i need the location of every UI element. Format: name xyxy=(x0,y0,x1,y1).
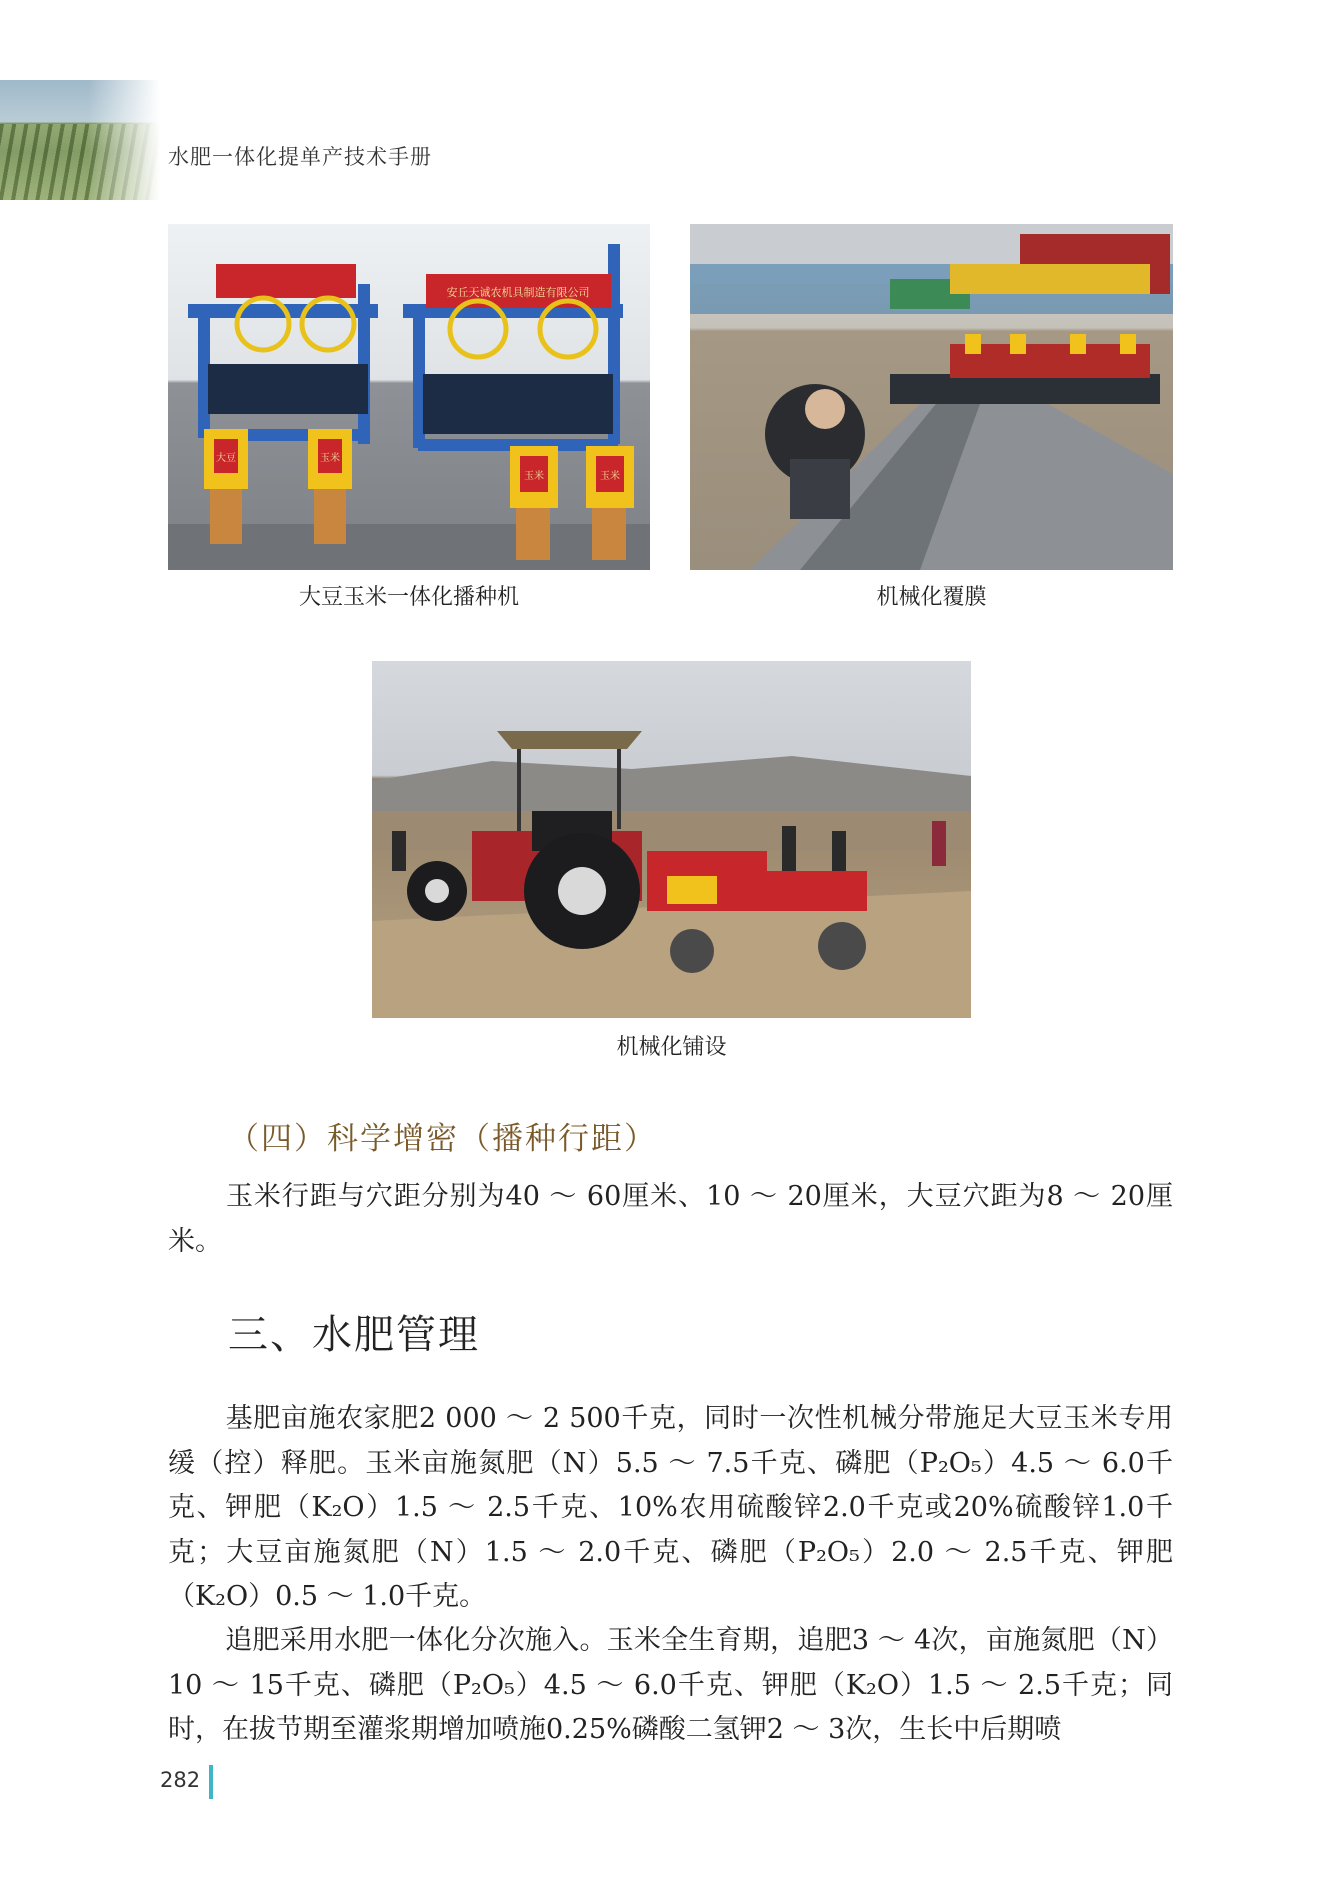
paragraph-text: 玉米行距与穴距分别为40 ～ 60厘米、10 ～ 20厘米，大豆穴距为8 ～ 20厘米。 xyxy=(168,1181,1173,1257)
figure-caption: 机械化铺设 xyxy=(616,1035,727,1060)
page-number: 282 xyxy=(160,1768,201,1792)
machine-sign-text: 安丘天诚农机具制造有限公司 xyxy=(446,286,590,299)
hopper-label: 玉米 xyxy=(600,471,620,482)
page-number-bar xyxy=(209,1765,213,1799)
figure-caption: 机械化覆膜 xyxy=(876,585,987,610)
body-paragraph xyxy=(168,1397,1173,1620)
body-paragraph xyxy=(168,1619,1173,1753)
hopper-label: 大豆 xyxy=(216,453,236,464)
seeder-photo xyxy=(168,224,650,570)
running-title: 水肥一体化提单产技术手册 xyxy=(168,145,432,169)
film-mulching-photo xyxy=(690,224,1173,570)
hopper-label: 玉米 xyxy=(320,453,340,464)
tractor-laying-photo xyxy=(372,661,971,1018)
body-paragraph xyxy=(168,1175,1173,1264)
paragraph-text: 追肥采用水肥一体化分次施入。玉米全生育期，追肥3 ～ 4次，亩施氮肥（N）10 ～ 15千克、磷肥（P₂O₅）4.5 ～ 6.0千克、钾肥（K₂O）1.5 ～ 2.5千克；同时，在拔节期至灌浆期增加喷施0.25%磷酸二氢钾2 ～ 3次，生长中后期喷 xyxy=(168,1625,1173,1745)
header-field-photo xyxy=(0,80,160,200)
hopper-label: 玉米 xyxy=(524,471,544,482)
paragraph-text: 基肥亩施农家肥2 000 ～ 2 500千克，同时一次性机械分带施足大豆玉米专用缓（控）释肥。玉米亩施氮肥（N）5.5 ～ 7.5千克、磷肥（P₂O₅）4.5 ～ 6.0千克、钾肥（K₂O）1.5 ～ 2.5千克、10%农用硫酸锌2.0千克或20%硫酸锌1.0千克；大豆亩施氮肥（N）1.5 ～ 2.0千克、磷肥（P₂O₅）2.0 ～ 2.5千克、钾肥（K₂O）0.5 ～ 1.0千克。 xyxy=(168,1403,1173,1612)
figure-caption: 大豆玉米一体化播种机 xyxy=(298,585,519,610)
chapter-heading: 三、水肥管理 xyxy=(228,1312,480,1358)
section-heading: （四）科学增密（播种行距） xyxy=(228,1121,657,1157)
